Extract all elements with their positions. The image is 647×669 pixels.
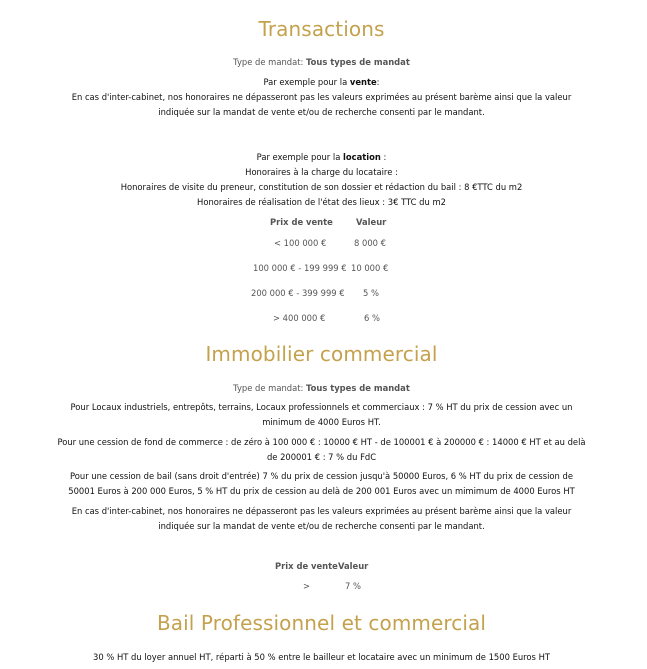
table-cell-value: 6 % <box>364 313 380 323</box>
table-header-price: Prix de vente <box>270 217 333 227</box>
table-cell-value: 7 % <box>345 581 361 591</box>
table-cell-value: 8 000 € <box>354 238 386 248</box>
commercial-mandate-type <box>0 381 643 396</box>
transactions-title: Transactions <box>258 17 385 41</box>
sale-example-bold: vente <box>349 77 377 87</box>
table-cell-price: < 100 000 € <box>274 238 327 248</box>
table-cell-value: 10 000 € <box>351 263 389 273</box>
rent-example-bold: location <box>343 152 381 162</box>
table-header-price: Prix de vente <box>275 561 338 571</box>
mandate-type-label: Type de mandat: <box>233 383 304 393</box>
mandate-type-value: Tous types de mandat <box>306 57 410 67</box>
sale-example-heading <box>0 75 643 90</box>
sale-example-prefix: Par exemple pour la <box>263 77 348 87</box>
table-cell-price: > 400 000 € <box>273 313 326 323</box>
transactions-mandate-type <box>0 55 643 70</box>
table-header-value: Valeur <box>356 217 387 227</box>
commercial-title: Immobilier commercial <box>205 342 438 366</box>
mandate-type-label: Type de mandat: <box>233 57 304 67</box>
commercial-p2-line-1: Pour une cession de fond de commerce : de zéro à 100 000 € : 10000 € HT - de 100001 € à 200000 € : 14000 € HT et au delà <box>57 437 586 447</box>
commercial-p1-line-1: Pour Locaux industriels, entrepôts, terrains, Locaux professionnels et commerciaux : 7 % HT du prix de cession avec un <box>70 402 573 412</box>
commercial-p2-line-2: de 200001 € : 7 % du FdC <box>266 452 377 462</box>
rent-line-1: Honoraires à la charge du locataire : <box>245 167 398 177</box>
rent-example-heading <box>0 150 643 165</box>
mandate-type-value: Tous types de mandat <box>306 383 410 393</box>
commercial-p4-line-2: indiquée sur la mandat de vente et/ou de recherche consenti par le mandant. <box>158 521 485 531</box>
commercial-p4-line-1: En cas d'inter-cabinet, nos honoraires ne dépasseront pas les valeurs exprimées au présent barème ainsi que la valeur <box>71 506 572 516</box>
bail-title: Bail Professionnel et commercial <box>156 611 487 635</box>
table-cell-price: 200 000 € - 399 999 € <box>251 288 345 298</box>
commercial-p1-line-2: minimum de 4000 Euros HT. <box>262 417 381 427</box>
inter-cabinet-line-2: indiquée sur la mandat de vente et/ou de recherche consenti par le mandant. <box>158 107 485 117</box>
table-cell-price: 100 000 € - 199 999 € <box>253 263 347 273</box>
commercial-p3-line-2: 50001 Euros à 200 000 Euros, 5 % HT du prix de cession au delà de 200 001 Euros avec un mimimum de 4000 Euros HT <box>68 486 575 496</box>
table-cell-value: 5 % <box>363 288 379 298</box>
rent-line-3: Honoraires de réalisation de l'état des lieux : 3€ TTC du m2 <box>197 197 446 207</box>
inter-cabinet-line-1: En cas d'inter-cabinet, nos honoraires ne dépasseront pas les valeurs exprimées au présent barème ainsi que la valeur <box>71 92 572 102</box>
sale-example-suffix: : <box>376 77 380 87</box>
rent-example-prefix: Par exemple pour la <box>256 152 341 162</box>
table-cell-price: > <box>303 581 311 591</box>
rent-example-suffix: : <box>383 152 387 162</box>
rent-line-2: Honoraires de visite du preneur, constitution de son dossier et rédaction du bail : 8 €TTC du m2 <box>120 182 523 192</box>
bail-line-1: 30 % HT du loyer annuel HT, réparti à 50 % entre le bailleur et locataire avec un minimum de 1500 Euros HT <box>93 652 550 662</box>
table-header-value: Valeur <box>338 561 369 571</box>
commercial-p3-line-1: Pour une cession de bail (sans droit d'entrée) 7 % du prix de cession jusqu'à 50000 Euros, 6 % HT du prix de cession de <box>70 471 573 481</box>
